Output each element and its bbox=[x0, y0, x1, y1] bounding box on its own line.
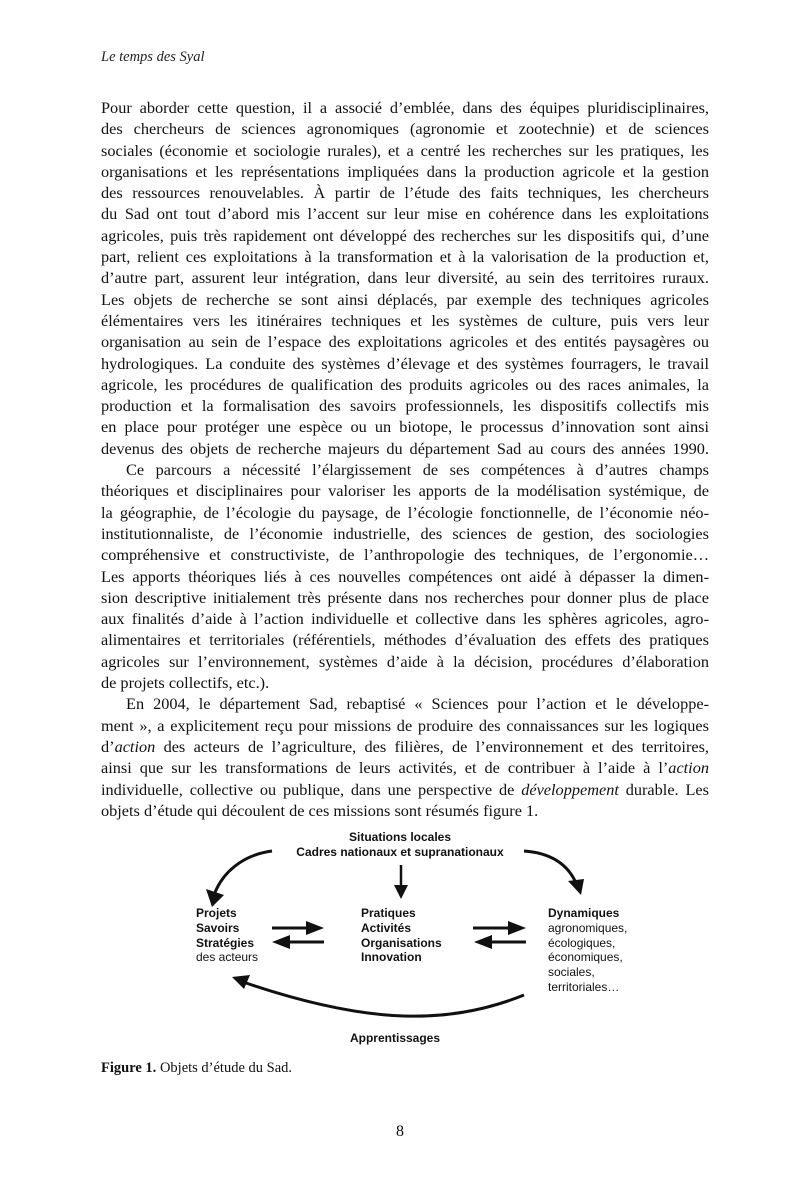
label-line: économiques, bbox=[548, 950, 623, 965]
label-line: Stratégies bbox=[196, 935, 255, 950]
text-line: sion descriptive initialement très présente dans nos recherches pour donner plus de place bbox=[101, 587, 709, 607]
label-line: écologiques, bbox=[548, 935, 616, 950]
text-line: Ce parcours a nécessité l’élargissement de ses compétences à d’autres champs bbox=[126, 460, 709, 480]
arrow-right-icon bbox=[306, 921, 324, 935]
text-run: ainsi que sur les transformations de leurs activités, et de contribuer à l’aide à l’ bbox=[101, 758, 669, 778]
label-line: Situations locales bbox=[348, 830, 452, 844]
text-line: sociales (économie et sociologie rurales), et a centré les recherches sur les pratiques, les bbox=[101, 140, 709, 160]
text-line: aux finalités d’aide à l’action individuelle et collective dans les sphères agricoles, agro- bbox=[101, 609, 709, 629]
figure-caption bbox=[101, 1060, 292, 1077]
text-line: Pour aborder cette question, il a associé d’emblée, dans des équipes pluridisciplinaires, bbox=[101, 98, 709, 117]
text-line: des chercheurs de sciences agronomiques (agronomie et zootechnie) et de sciences bbox=[101, 119, 709, 139]
label-line: Projets bbox=[196, 906, 237, 920]
text-line: Les objets de recherche se sont ainsi déplacés, par exemple des techniques agricoles bbox=[101, 289, 709, 309]
text-line: organisation au sein de l’espace des exploitations agricoles et des entités paysagères ou bbox=[101, 332, 709, 352]
label-line: Cadres nationaux et supranationaux bbox=[296, 844, 504, 859]
text-line: production et la formalisation des savoirs professionnels, les dispositifs collectifs mis bbox=[101, 396, 709, 416]
body-text bbox=[101, 97, 709, 821]
text-run: durable. Les bbox=[618, 779, 709, 799]
paragraph-3 bbox=[101, 693, 709, 821]
text-line: agricoles sur l’environnement, systèmes d’aide à la décision, procédures d’élaboration bbox=[101, 651, 709, 671]
label-line: Organisations bbox=[361, 935, 442, 950]
label-line: Pratiques bbox=[361, 906, 416, 920]
text-line: En 2004, le département Sad, rebaptisé « Sciences pour l’action et le développe- bbox=[126, 694, 709, 714]
text-line: objets d’étude qui découlent de ces missions sont résumés figure 1. bbox=[101, 800, 539, 820]
arrow-right-icon bbox=[508, 921, 526, 935]
text-line: devenus des objets de recherche majeurs du département Sad au cours des années 1990. bbox=[101, 438, 709, 458]
text-run: des acteurs de l’agriculture, des filières, de l’environnement et des territoires, bbox=[155, 736, 709, 756]
label-line: Dynamiques bbox=[548, 906, 620, 920]
text-line: part, relient ces exploitations à la transformation et à la valorisation de la production et, bbox=[101, 247, 709, 267]
paragraph-1 bbox=[101, 97, 709, 459]
diagram-top-label bbox=[180, 830, 620, 860]
emphasis: action bbox=[114, 736, 156, 756]
label-line: des acteurs bbox=[196, 950, 259, 965]
text-line: organisations et les représentations impliquées dans la production agricole et la gestion bbox=[101, 161, 709, 181]
text-line: la géographie, de l’écologie du paysage, de l’écologie fonctionnelle, de l’économie néo- bbox=[101, 502, 709, 522]
text-run: individuelle, collective ou publique, dans une perspective de bbox=[101, 779, 522, 799]
text-line: Les apports théoriques liés à ces nouvelles compétences ont aidé à dépasser la dimen- bbox=[101, 566, 709, 586]
text-line: d’autre part, assurent leur intégration, dans leur diversité, au sein des territoires ruraux. bbox=[101, 268, 709, 288]
text-line bbox=[101, 779, 709, 800]
text-line: des ressources renouvelables. À partir de l’étude des faits techniques, les chercheurs bbox=[101, 183, 709, 203]
text-line: agricoles, puis très rapidement ont développé des recherches sur les dispositifs qui, d’une bbox=[101, 225, 709, 245]
label-line: Innovation bbox=[361, 950, 422, 965]
diagram-middle-node bbox=[361, 906, 442, 965]
label-line: territoriales… bbox=[548, 979, 620, 994]
label-line: Activités bbox=[361, 920, 412, 935]
arrow-left-icon bbox=[474, 935, 492, 949]
text-run: d’ bbox=[101, 736, 115, 756]
emphasis: développement bbox=[521, 779, 619, 799]
text-line: en place pour protéger une espèce ou un biotope, le processus d’innovation sont ainsi bbox=[101, 417, 709, 437]
text-line: ment », a explicitement reçu pour missions de produire des connaissances sur les logiques bbox=[101, 715, 709, 735]
text-line: élémentaires vers les itinéraires techniques et les systèmes de culture, puis vers leur bbox=[101, 310, 709, 330]
text-line: compréhensive et constructiviste, de l’anthropologie des techniques, de l’ergonomie… bbox=[101, 545, 709, 565]
label-line: sociales, bbox=[548, 965, 595, 980]
figure-1-diagram bbox=[180, 825, 640, 1055]
text-line: théoriques et disciplinaires pour valoriser les apports de la modélisation systémique, de bbox=[101, 481, 709, 501]
text-line: de projets collectifs, etc.). bbox=[101, 673, 270, 693]
text-line bbox=[101, 757, 709, 778]
paragraph-2 bbox=[101, 459, 709, 693]
arrowhead-icon bbox=[568, 879, 584, 895]
label-line: agronomiques, bbox=[548, 920, 628, 935]
emphasis: action bbox=[668, 758, 709, 778]
label-line: Savoirs bbox=[196, 920, 240, 935]
diagram-bottom-label: Apprentissages bbox=[349, 1031, 441, 1045]
text-line: hydrologiques. La conduite des systèmes d’élevage et des systèmes fourragers, le travail bbox=[101, 353, 709, 373]
text-line: du Sad ont tout d’abord mis l’accent sur leur mise en cohérence dans les exploitations bbox=[101, 204, 709, 224]
diagram-right-node bbox=[548, 906, 627, 995]
curved-arrow-icon bbox=[246, 983, 524, 1016]
running-head: Le temps des Syal bbox=[101, 49, 205, 65]
text-line: institutionnaliste, de l’économie industrielle, des sciences de gestion, des sociologies bbox=[101, 523, 709, 543]
page-number: 8 bbox=[396, 1123, 404, 1140]
caption-text: Objets d’étude du Sad. bbox=[156, 1060, 293, 1076]
text-line bbox=[101, 736, 709, 757]
diagram-left-node bbox=[196, 906, 258, 965]
arrowhead-icon bbox=[394, 885, 408, 899]
arrow-left-icon bbox=[272, 935, 290, 949]
text-line: alimentaires et territoriales (référentiels, méthodes d’évaluation des effets des pratiques bbox=[101, 630, 709, 650]
caption-label: Figure 1. bbox=[101, 1060, 157, 1076]
text-line: agricole, les procédures de qualification des produits agricoles ou des races animales, la bbox=[101, 374, 709, 394]
